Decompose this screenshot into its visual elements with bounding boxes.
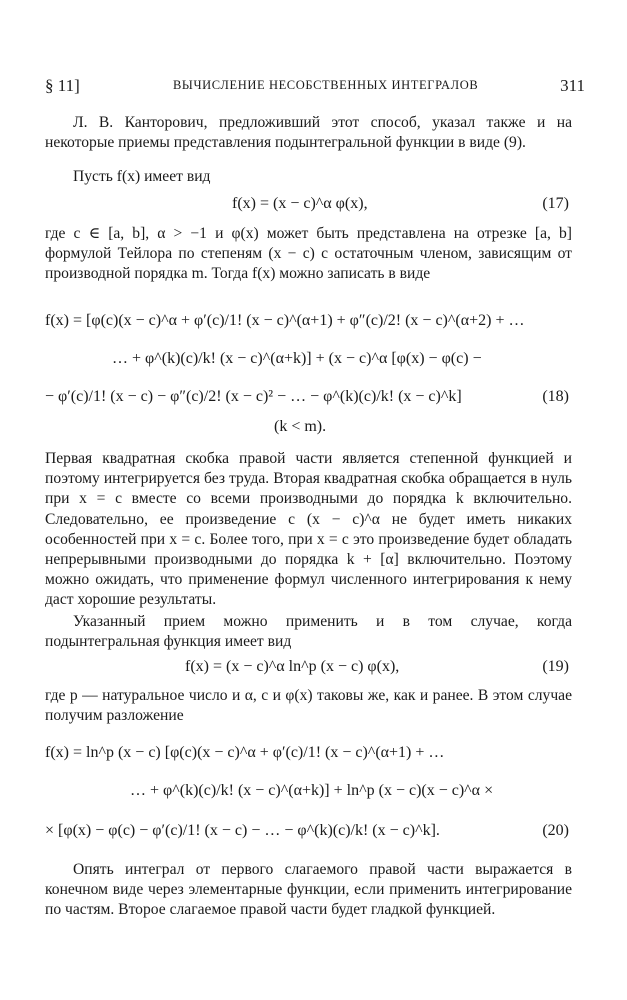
equation-18-line-1: f(x) = [φ(c)(x − c)^α + φ′(c)/1! (x − c)^(α+1) + φ″(c)/2! (x − c)^(α+2) + … [45,312,525,329]
running-title: ВЫЧИСЛЕНИЕ НЕСОБСТВЕННЫХ ИНТЕГРАЛОВ [173,78,479,92]
equation-18-condition: (k < m). [274,418,327,435]
paragraph-2: Пусть f(x) имеет вид [73,168,211,185]
paragraph-6: где p — натуральное число и α, c и φ(x) таковы же, как и ранее. В этом случае получим разложение [45,687,572,725]
running-header [45,76,585,98]
equation-20-line-1: f(x) = ln^p (x − c) [φ(c)(x − c)^α + φ′(c)/1! (x − c)^(α+1) + … [45,744,445,761]
section-number: § 11] [45,76,80,95]
paragraph-4: Первая квадратная скобка правой части является степенной функцией и поэтому интегрируется без труда. Вторая квадратная скобка обращается в нуль при x = c вместе со всеми производными до порядка k включительно. Следовательно, ее произведение с (x − c)^α не будет иметь никаких особенностей при x = c. Более того, при x = c это произведение будет обладать непрерывными производными до порядка k + [α] включительно. Поэтому можно ожидать, что применение формул численного интегрирования к нему даст хорошие результаты. [45,450,572,609]
equation-19-number: (19) [542,658,569,675]
equation-17-number: (17) [542,195,569,212]
equation-17: f(x) = (x − c)^α φ(x), [232,195,368,212]
equation-20-line-3: × [φ(x) − φ(c) − φ′(c)/1! (x − c) − … − φ^(k)(c)/k! (x − c)^k]. [45,822,440,839]
equation-20-number: (20) [542,822,569,839]
equation-20-line-2: … + φ^(k)(c)/k! (x − c)^(α+k)] + ln^p (x − c)(x − c)^α × [130,782,494,799]
equation-18-number: (18) [542,388,569,405]
paragraph-3: где c ∈ [a, b], α > −1 и φ(x) может быть представлена на отрезке [a, b] формулой Тейлора по степеням (x − c) с остаточным членом, зависящим от производной порядка m. Тогда f(x) можно записать в виде [45,225,572,283]
equation-18-line-3: − φ′(c)/1! (x − c) − φ″(c)/2! (x − c)² − … − φ^(k)(c)/k! (x − c)^k] [45,388,462,405]
equation-18-line-2: … + φ^(k)(c)/k! (x − c)^(α+k)] + (x − c)^α [φ(x) − φ(c) − [112,350,482,367]
equation-19: f(x) = (x − c)^α ln^p (x − c) φ(x), [185,658,400,675]
paragraph-1: Л. В. Канторович, предложивший этот способ, указал также и на некоторые приемы представления подынтегральной функции в виде (9). [45,114,572,152]
page-number: 311 [560,76,585,95]
paragraph-5: Указанный прием можно применить и в том случае, когда подынтегральная функция имеет вид [45,613,572,651]
paragraph-7: Опять интеграл от первого слагаемого правой части выражается в конечном виде через элементарные функции, если применить интегрирование по частям. Второе слагаемое правой части будет гладкой функцией. [45,861,572,919]
